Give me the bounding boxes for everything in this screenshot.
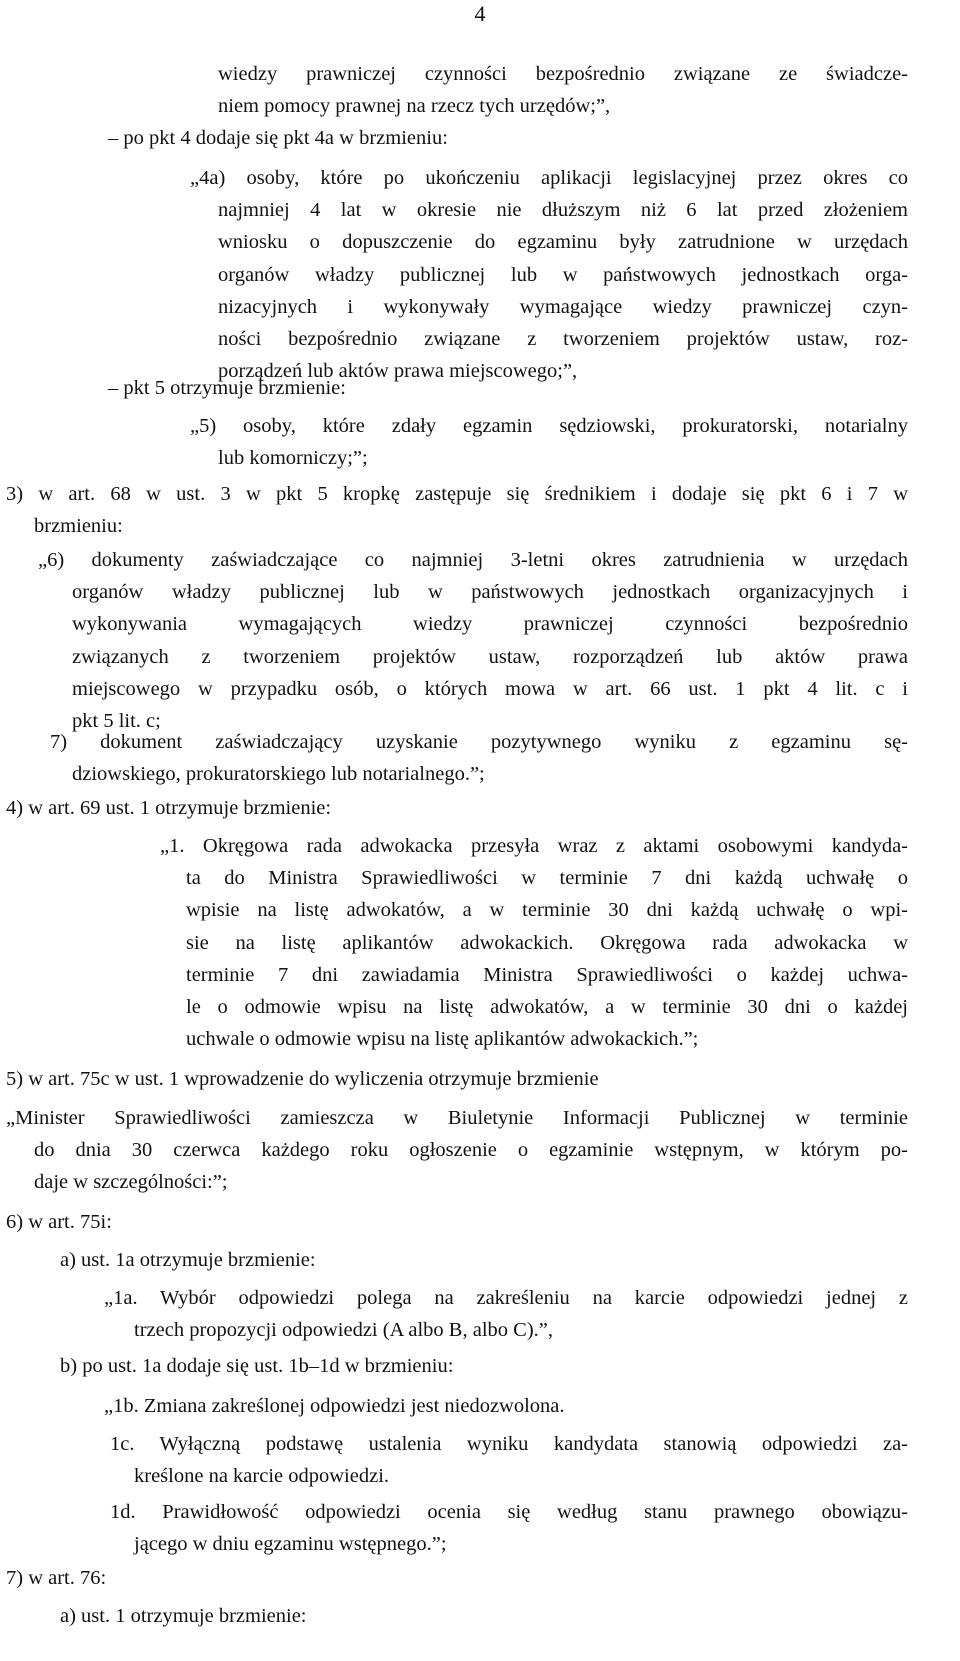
quoted-ust-1b: [104, 1390, 908, 1422]
text-line: 5) w art. 75c w ust. 1 wprowadzenie do wyliczenia otrzymuje brzmienie: [6, 1068, 599, 1090]
text-line: najmniej 4 lat w okresie nie dłuższym niż 6 lat przed złożeniem: [218, 199, 908, 222]
text-line: 1c. Wyłączną podstawę ustalenia wyniku kandydata stanowią odpowiedzi za-: [110, 1433, 908, 1455]
text-line: – po pkt 4 dodaje się pkt 4a w brzmieniu:: [108, 127, 448, 149]
point-7: [6, 1562, 908, 1594]
text-line: sie na listę aplikantów adwokackich. Okręgowa rada adwokacka w: [186, 931, 908, 954]
text-line: – pkt 5 otrzymuje brzmienie:: [108, 377, 346, 399]
point-4: [6, 792, 908, 824]
text-line: 3) w art. 68 w ust. 3 w pkt 5 kropkę zastępuje się średnikiem i dodaje się pkt 6 i 7 w: [6, 483, 908, 505]
amendment-dash-pkt4a: [108, 122, 908, 154]
text-line: a) ust. 1 otrzymuje brzmienie:: [60, 1605, 307, 1627]
text-line: lub komorniczy;”;: [218, 447, 368, 470]
quoted-ust-1d: [110, 1496, 908, 1560]
text-line: dziowskiego, prokuratorskiego lub notarialnego.”;: [72, 763, 485, 786]
text-line: wpisie na listę adwokatów, a w terminie 30 dni każdą uchwałę o wpi-: [186, 899, 908, 922]
point-3: [6, 478, 908, 542]
text-line: miejscowego w przypadku osób, o których mowa w art. 66 ust. 1 pkt 4 lit. c i: [72, 677, 908, 700]
text-line: organów władzy publicznej lub w państwowych jednostkach orga-: [218, 263, 908, 286]
text-line: uchwale o odmowie wpisu na listę aplikantów adwokackich.”;: [186, 1028, 699, 1051]
text-line: jącego w dniu egzaminu wstępnego.”;: [134, 1533, 447, 1556]
text-line: „5) osoby, które zdały egzamin sędziowski, prokuratorski, notarialny: [190, 415, 908, 437]
text-line: związanych z tworzeniem projektów ustaw, rozporządzeń lub aktów prawa: [72, 645, 908, 668]
text-line: „6) dokumenty zaświadczające co najmniej 3-letni okres zatrudnienia w urzędach: [38, 549, 908, 571]
point-5: [6, 1063, 908, 1095]
text-line: 6) w art. 75i:: [6, 1211, 112, 1233]
text-line: do dnia 30 czerwca każdego roku ogłoszenie o egzaminie wstępnym, w którym po-: [34, 1139, 908, 1162]
text-line: trzech propozycji odpowiedzi (A albo B, albo C).”,: [134, 1319, 553, 1342]
text-line: 4) w art. 69 ust. 1 otrzymuje brzmienie:: [6, 797, 332, 819]
text-line: b) po ust. 1a dodaje się ust. 1b–1d w brzmieniu:: [60, 1355, 454, 1377]
amendment-dash-pkt5: [108, 372, 908, 404]
quoted-item-4a: [190, 162, 908, 387]
text-line: terminie 7 dni zawiadamia Ministra Sprawiedliwości o każdej uchwa-: [186, 963, 908, 986]
subpoint-a: [60, 1244, 908, 1276]
text-line: „Minister Sprawiedliwości zamieszcza w Biuletynie Informacji Publicznej w terminie: [6, 1107, 908, 1129]
text-line: wiedzy prawniczej czynności bezpośrednio związane ze świadcze-: [218, 63, 908, 85]
text-line: organów władzy publicznej lub w państwowych jednostkach organizacyjnych i: [72, 581, 908, 604]
text-line: „4a) osoby, które po ukończeniu aplikacji legislacyjnej przez okres co: [190, 167, 908, 189]
quoted-ust-1a: [104, 1282, 908, 1346]
subpoint-a-art-76: [60, 1600, 908, 1632]
text-line: nizacyjnych i wykonywały wymagające wiedzy prawniczej czyn-: [218, 295, 908, 318]
text-line: pkt 5 lit. c;: [72, 710, 161, 733]
paragraph-continuation-pkt4: [218, 58, 908, 122]
text-line: niem pomocy prawnej na rzecz tych urzędów;”,: [218, 95, 611, 118]
text-line: 7) w art. 76:: [6, 1567, 107, 1589]
text-line: „1. Okręgowa rada adwokacka przesyła wraz z aktami osobowymi kandyda-: [160, 835, 908, 857]
quoted-item-7: [50, 726, 908, 790]
text-line: 1d. Prawidłowość odpowiedzi ocenia się według stanu prawnego obowiązu-: [110, 1501, 908, 1523]
point-6: [6, 1206, 908, 1238]
quoted-item-5: [190, 410, 908, 474]
text-line: „1a. Wybór odpowiedzi polega na zakreśleniu na karcie odpowiedzi jednej z: [104, 1287, 908, 1309]
quoted-ust-1c: [110, 1428, 908, 1492]
text-line: 7) dokument zaświadczający uzyskanie pozytywnego wyniku z egzaminu sę-: [50, 731, 908, 753]
text-line: „1b. Zmiana zakreślonej odpowiedzi jest niedozwolona.: [104, 1395, 565, 1417]
quoted-item-6: [38, 544, 908, 737]
quoted-art-69-ust-1: [160, 830, 908, 1055]
subpoint-b: [60, 1350, 908, 1382]
text-line: brzmieniu:: [34, 515, 123, 538]
text-line: daje w szczególności:”;: [34, 1171, 228, 1194]
text-line: le o odmowie wpisu na listę adwokatów, a w terminie 30 dni o każdej: [186, 996, 908, 1019]
text-line: wykonywania wymagających wiedzy prawniczej czynności bezpośrednio: [72, 613, 908, 636]
text-line: wniosku o dopuszczenie do egzaminu były zatrudnione w urzędach: [218, 231, 908, 254]
text-line: porządzeń lub aktów prawa miejscowego;”,: [218, 360, 578, 383]
text-line: kreślone na karcie odpowiedzi.: [134, 1465, 390, 1488]
text-line: ta do Ministra Sprawiedliwości w terminie 7 dni każdą uchwałę o: [186, 867, 908, 890]
quoted-art-75c: [6, 1102, 908, 1199]
page-number: 4: [474, 1, 486, 26]
text-line: a) ust. 1a otrzymuje brzmienie:: [60, 1249, 316, 1271]
text-line: ności bezpośrednio związane z tworzeniem projektów ustaw, roz-: [218, 328, 908, 351]
